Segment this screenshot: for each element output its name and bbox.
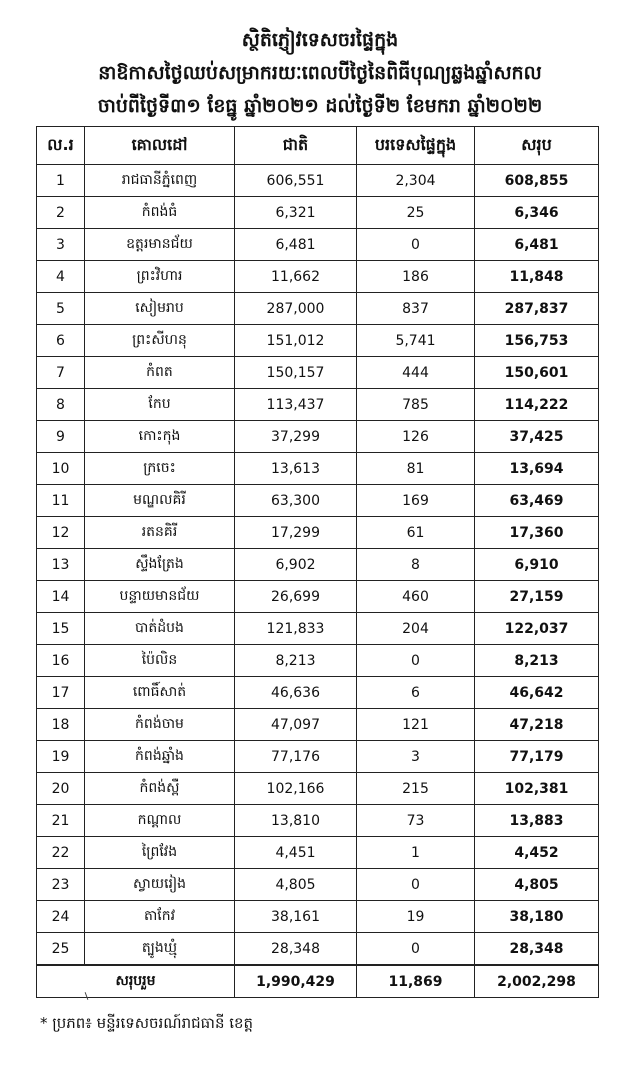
- cell-total: 13,883: [475, 805, 599, 837]
- cell-foreign: 204: [357, 613, 475, 645]
- cell-no: 22: [37, 837, 85, 869]
- table-row: [37, 389, 599, 421]
- table-row: [37, 229, 599, 261]
- cell-foreign: 5,741: [357, 325, 475, 357]
- cell-foreign: 121: [357, 709, 475, 741]
- cell-no: 18: [37, 709, 85, 741]
- cell-province: កំពង់ចាម: [85, 709, 235, 741]
- cell-total: 77,179: [475, 741, 599, 773]
- tourist-statistics-table: [36, 126, 599, 998]
- cell-no: 11: [37, 485, 85, 517]
- cell-no: 19: [37, 741, 85, 773]
- table-row: [37, 421, 599, 453]
- cell-foreign: 444: [357, 357, 475, 389]
- header-total: សរុប: [475, 127, 599, 165]
- cell-national: 151,012: [235, 325, 357, 357]
- table-row: [37, 645, 599, 677]
- cell-national: 37,299: [235, 421, 357, 453]
- cell-province: ស្ទឹងត្រែង: [85, 549, 235, 581]
- table-body: [37, 165, 599, 966]
- cell-foreign: 19: [357, 901, 475, 933]
- cell-foreign: 215: [357, 773, 475, 805]
- table-row: [37, 581, 599, 613]
- cell-total: 608,855: [475, 165, 599, 197]
- cell-no: 12: [37, 517, 85, 549]
- cell-province: កំពង់ស្ពឺ: [85, 773, 235, 805]
- cell-province: ព្រះវិហារ: [85, 261, 235, 293]
- cell-total: 150,601: [475, 357, 599, 389]
- cell-total: 63,469: [475, 485, 599, 517]
- title-line-1: ស្ថិតិភ្ញៀវទេសចរផ្ទៃក្នុង: [241, 29, 399, 51]
- cell-national: 11,662: [235, 261, 357, 293]
- title-line-3: ចាប់ពីថ្ងៃទី៣១ ខែធ្នូ ឆ្នាំ២០២១ ដល់ថ្ងៃទី២ ខែមករា ឆ្នាំ២០២២: [97, 95, 543, 117]
- cell-total: 13,694: [475, 453, 599, 485]
- cell-national: 38,161: [235, 901, 357, 933]
- cell-province: មណ្ឌលគិរី: [85, 485, 235, 517]
- cell-foreign: 25: [357, 197, 475, 229]
- grand-total-label: សរុបរួម: [37, 965, 235, 998]
- cell-no: 15: [37, 613, 85, 645]
- cell-national: 17,299: [235, 517, 357, 549]
- cell-province: កោះកុង: [85, 421, 235, 453]
- cell-foreign: 81: [357, 453, 475, 485]
- cell-national: 102,166: [235, 773, 357, 805]
- cell-total: 122,037: [475, 613, 599, 645]
- cell-foreign: 837: [357, 293, 475, 325]
- cell-no: 8: [37, 389, 85, 421]
- cell-no: 17: [37, 677, 85, 709]
- table-row: [37, 613, 599, 645]
- grand-total-total: 2,002,298: [475, 965, 599, 998]
- table-row: [37, 933, 599, 966]
- table-row: [37, 453, 599, 485]
- cell-national: 6,321: [235, 197, 357, 229]
- cell-no: 25: [37, 933, 85, 966]
- header-foreign: បរទេសផ្ទៃក្នុង: [357, 127, 475, 165]
- cell-foreign: 169: [357, 485, 475, 517]
- cell-foreign: 61: [357, 517, 475, 549]
- cell-no: 5: [37, 293, 85, 325]
- header-destination: គោលដៅ: [85, 127, 235, 165]
- cell-no: 4: [37, 261, 85, 293]
- cell-national: 113,437: [235, 389, 357, 421]
- table-row: [37, 485, 599, 517]
- cell-total: 38,180: [475, 901, 599, 933]
- cell-national: 26,699: [235, 581, 357, 613]
- table-row: [37, 325, 599, 357]
- cell-province: កំពត: [85, 357, 235, 389]
- cell-total: 287,837: [475, 293, 599, 325]
- cell-total: 27,159: [475, 581, 599, 613]
- source-note: * ប្រភព៖ មន្ទីរទេសចរណ៍រាជធានី ខេត្ត: [40, 1014, 254, 1032]
- table-row: [37, 837, 599, 869]
- cell-national: 6,902: [235, 549, 357, 581]
- cell-total: 114,222: [475, 389, 599, 421]
- cell-province: កែប: [85, 389, 235, 421]
- cell-province: ព្រៃវែង: [85, 837, 235, 869]
- table-row: [37, 165, 599, 197]
- cell-total: 47,218: [475, 709, 599, 741]
- cell-foreign: 73: [357, 805, 475, 837]
- cell-foreign: 3: [357, 741, 475, 773]
- cell-foreign: 8: [357, 549, 475, 581]
- cell-foreign: 2,304: [357, 165, 475, 197]
- cell-national: 4,805: [235, 869, 357, 901]
- grand-total-foreign: 11,869: [357, 965, 475, 998]
- header-no: ល.រ: [37, 127, 85, 165]
- cell-national: 63,300: [235, 485, 357, 517]
- title-line-2: នាឱកាសថ្ងៃឈប់សម្រាករយៈពេលបីថ្ងៃនៃពិធីបុណ្យឆ្លងឆ្នាំសកល: [98, 62, 542, 84]
- cell-province: សៀមរាប: [85, 293, 235, 325]
- cell-no: 1: [37, 165, 85, 197]
- table-row: [37, 805, 599, 837]
- table-row: [37, 869, 599, 901]
- cell-no: 21: [37, 805, 85, 837]
- cell-total: 6,346: [475, 197, 599, 229]
- cell-foreign: 0: [357, 229, 475, 261]
- cell-national: 47,097: [235, 709, 357, 741]
- cell-no: 10: [37, 453, 85, 485]
- cell-no: 14: [37, 581, 85, 613]
- cell-no: 2: [37, 197, 85, 229]
- cell-province: តាកែវ: [85, 901, 235, 933]
- table-row: [37, 773, 599, 805]
- cell-total: 28,348: [475, 933, 599, 966]
- cell-total: 6,481: [475, 229, 599, 261]
- cell-total: 156,753: [475, 325, 599, 357]
- cell-province: កំពង់ឆ្នាំង: [85, 741, 235, 773]
- cell-no: 24: [37, 901, 85, 933]
- table-row: [37, 901, 599, 933]
- cell-national: 46,636: [235, 677, 357, 709]
- cell-national: 606,551: [235, 165, 357, 197]
- cell-total: 37,425: [475, 421, 599, 453]
- cell-no: 7: [37, 357, 85, 389]
- table-row: [37, 677, 599, 709]
- table-row: [37, 197, 599, 229]
- cell-foreign: 126: [357, 421, 475, 453]
- cell-total: 17,360: [475, 517, 599, 549]
- cell-national: 287,000: [235, 293, 357, 325]
- cell-total: 102,381: [475, 773, 599, 805]
- cell-no: 23: [37, 869, 85, 901]
- table-row: [37, 549, 599, 581]
- cell-province: ឧត្តរមានជ័យ: [85, 229, 235, 261]
- cell-no: 16: [37, 645, 85, 677]
- table-footer-row: [37, 965, 599, 998]
- table-row: [37, 709, 599, 741]
- cell-no: 6: [37, 325, 85, 357]
- cell-national: 150,157: [235, 357, 357, 389]
- cell-national: 8,213: [235, 645, 357, 677]
- cell-foreign: 186: [357, 261, 475, 293]
- table-header-row: [37, 127, 599, 165]
- document-title: [20, 24, 620, 123]
- cell-province: ប៉ៃលិន: [85, 645, 235, 677]
- cell-province: កំពង់ធំ: [85, 197, 235, 229]
- cell-province: ព្រះសីហនុ: [85, 325, 235, 357]
- table-row: [37, 741, 599, 773]
- cell-province: បាត់ដំបង: [85, 613, 235, 645]
- cell-foreign: 6: [357, 677, 475, 709]
- cell-no: 9: [37, 421, 85, 453]
- cell-province: ត្បូងឃ្មុំ: [85, 933, 235, 966]
- cell-foreign: 460: [357, 581, 475, 613]
- cell-national: 77,176: [235, 741, 357, 773]
- table-row: [37, 517, 599, 549]
- table-row: [37, 293, 599, 325]
- cell-national: 4,451: [235, 837, 357, 869]
- cell-no: 20: [37, 773, 85, 805]
- table-row: [37, 357, 599, 389]
- cell-national: 28,348: [235, 933, 357, 966]
- cell-national: 121,833: [235, 613, 357, 645]
- header-national: ជាតិ: [235, 127, 357, 165]
- cell-foreign: 0: [357, 645, 475, 677]
- cell-province: បន្ទាយមានជ័យ: [85, 581, 235, 613]
- cell-province: ស្វាយរៀង: [85, 869, 235, 901]
- cell-foreign: 0: [357, 933, 475, 966]
- cell-province: កណ្ដាល: [85, 805, 235, 837]
- cell-province: ក្រចេះ: [85, 453, 235, 485]
- cell-total: 6,910: [475, 549, 599, 581]
- table-row: [37, 261, 599, 293]
- cell-total: 8,213: [475, 645, 599, 677]
- cell-no: 13: [37, 549, 85, 581]
- cell-national: 6,481: [235, 229, 357, 261]
- cell-national: 13,810: [235, 805, 357, 837]
- cell-national: 13,613: [235, 453, 357, 485]
- cell-no: 3: [37, 229, 85, 261]
- cell-foreign: 0: [357, 869, 475, 901]
- cell-total: 4,805: [475, 869, 599, 901]
- cell-foreign: 785: [357, 389, 475, 421]
- cell-total: 11,848: [475, 261, 599, 293]
- cell-province: រាជធានីភ្នំពេញ: [85, 165, 235, 197]
- cell-total: 46,642: [475, 677, 599, 709]
- cell-foreign: 1: [357, 837, 475, 869]
- cell-total: 4,452: [475, 837, 599, 869]
- grand-total-national: 1,990,429: [235, 965, 357, 998]
- cell-province: រតនគិរី: [85, 517, 235, 549]
- cell-province: ពោធិ៍សាត់: [85, 677, 235, 709]
